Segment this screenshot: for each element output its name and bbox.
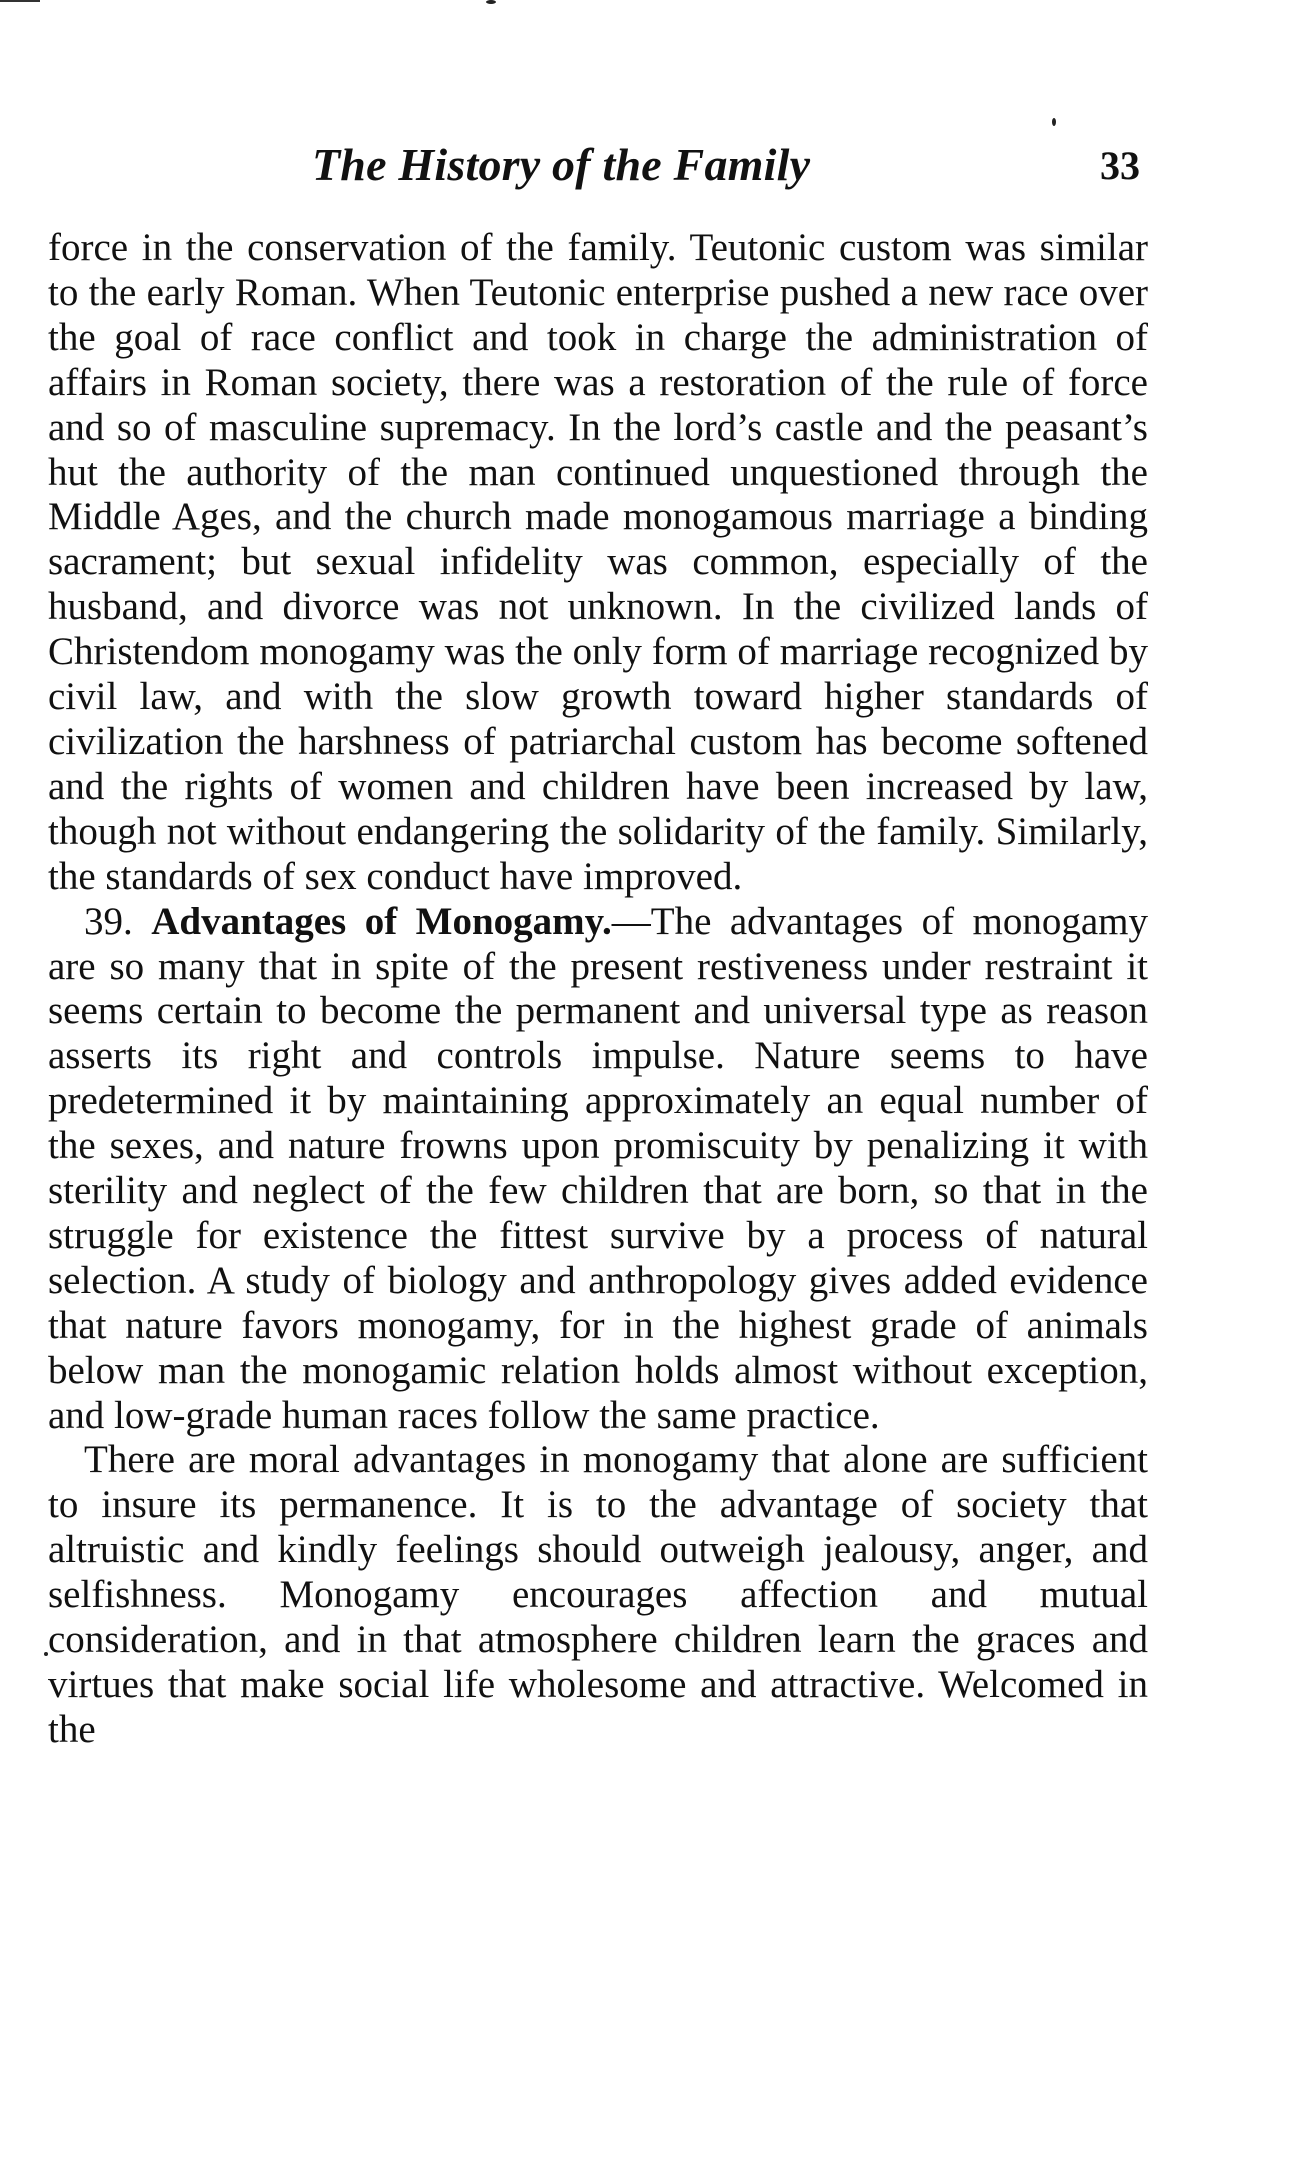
page-number: 33 <box>1100 143 1140 188</box>
scan-speck <box>486 0 496 4</box>
running-title: The History of the Family <box>312 139 811 190</box>
section-number: 39. <box>84 899 133 943</box>
paragraph-moral-advantages <box>48 1438 1148 1752</box>
paragraph-section-39 <box>48 900 1148 1439</box>
page-header <box>50 138 1150 198</box>
paragraph-continued <box>48 226 1148 900</box>
scan-speck <box>44 1652 48 1656</box>
section-heading: Advantages of Monogamy. <box>151 899 612 943</box>
paragraph-text: There are moral advantages in monogamy that alone are sufficient to insure its permanence. It is to the advantage of society that altruistic and kindly feelings should outweigh jealousy, anger, and selfishness. Monogamy encourages affection and mutual consideration, and in that atmosphere children learn the graces and virtues that make social life wholesome and attractive. Welcomed in the <box>48 1438 1148 1751</box>
paragraph-text: —The advantages of monogamy are so many that in spite of the present restiveness under restraint it seems certain to become the permanent and universal type as reason asserts its right and controls impulse. Nature seems to have predetermined it by maintaining approximately an equal number of the sexes, and nature frowns upon promiscuity by penalizing it with sterility and neglect of the few children that are born, so that in the struggle for existence the fittest survive by a process of natural selection. A study of biology and anthropology gives added evidence that nature favors monogamy, for in the highest grade of animals below man the monogamic relation holds almost without exception, and low-grade human races follow the same practice. <box>48 899 1149 1437</box>
paragraph-text: force in the conservation of the family. Teutonic custom was similar to the early Roman. When Teutonic enterprise pushed a new race over the goal of race conflict and took in charge the administration of affairs in Roman society, there was a restoration of the rule of force and so of masculine supremacy. In the lord’s castle and the peasant’s hut the authority of the man continued unquestioned through the Middle Ages, and the church made monogamous marriage a binding sacrament; but sexual infidelity was common, especially of the husband, and divorce was not unknown. In the civilized lands of Christendom monogamy was the only form of marriage recognized by civil law, and with the slow growth toward higher standards of civilization the harshness of patriarchal custom has become softened and the rights of women and children have been increased by law, though not without endangering the solidarity of the family. Similarly, the standards of sex conduct have improved. <box>48 226 1148 898</box>
scan-speck <box>1052 118 1056 126</box>
body-text <box>48 226 1148 1753</box>
scan-edge-mark <box>0 0 40 2</box>
